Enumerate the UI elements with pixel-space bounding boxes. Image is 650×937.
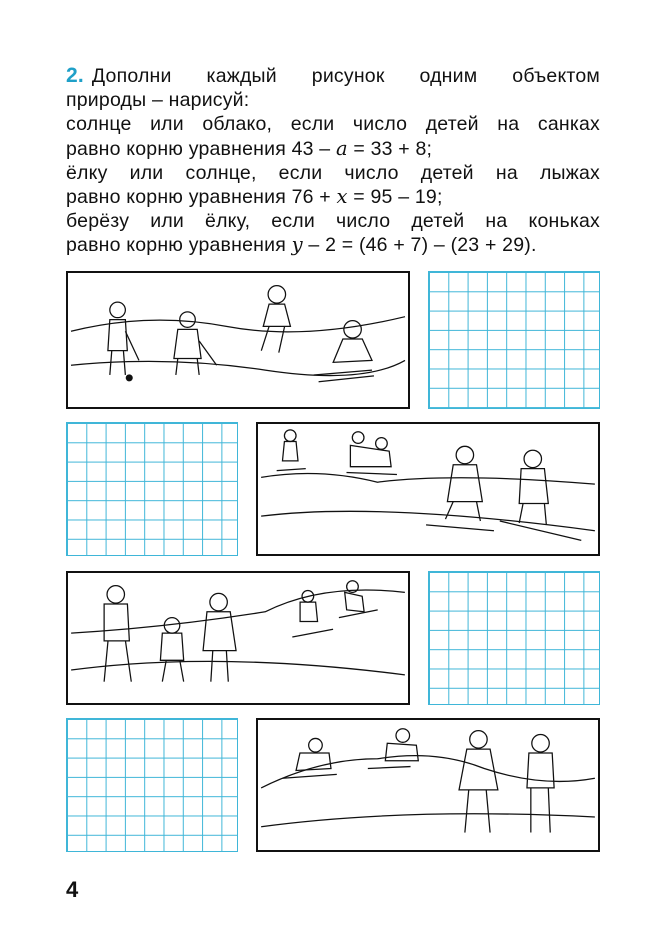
child-figure [108, 302, 139, 375]
variable-y: y [291, 233, 303, 257]
task-line-7: берёзу или ёлку, если число детей на коньках [66, 210, 600, 233]
sled-figure [368, 729, 418, 769]
sled-figure [347, 432, 397, 475]
drawing-grid-2[interactable] [66, 422, 238, 556]
task-number: 2. [66, 64, 84, 87]
task-line-3: солнце или облако, если число детей на санках [66, 113, 600, 136]
skater-figure [527, 735, 554, 833]
variable-a: a [335, 136, 348, 160]
task-line-4: равно корню уравнения 43 – a = 33 + 8; [66, 136, 433, 160]
task-line-2: природы – нарисуй: [66, 89, 250, 112]
task-line-8: равно корню уравнения y – 2 = (46 + 7) – (23 + 29). [66, 233, 537, 257]
skater-figure [203, 593, 236, 681]
child-figure [261, 286, 290, 353]
skier-figure [292, 590, 333, 637]
picture-sledding-skating [256, 718, 600, 852]
task-line-1: 2. Дополни каждый рисунок одним объектом [66, 64, 600, 87]
task-line-5: ёлку или солнце, если число детей на лыжах [66, 161, 600, 184]
child-figure [174, 312, 217, 375]
task-text [66, 64, 600, 258]
picture-skating-family [66, 571, 410, 705]
picture-hockey-sledding [66, 271, 410, 409]
drawing-grid-4[interactable] [66, 718, 238, 852]
variable-x: x [336, 185, 348, 209]
skater-figure [104, 586, 131, 682]
skater-figure [160, 618, 183, 682]
skater-figure [459, 731, 498, 833]
drawing-grid-1[interactable] [428, 271, 600, 409]
skier-figure [339, 581, 378, 618]
page-number: 4 [66, 877, 79, 902]
task-line-6: равно корню уравнения 76 + x = 95 – 19; [66, 185, 443, 209]
sled-figure [282, 738, 336, 778]
skier-figure [277, 430, 306, 471]
drawing-grid-3[interactable] [428, 571, 600, 705]
picture-skiing [256, 422, 600, 556]
